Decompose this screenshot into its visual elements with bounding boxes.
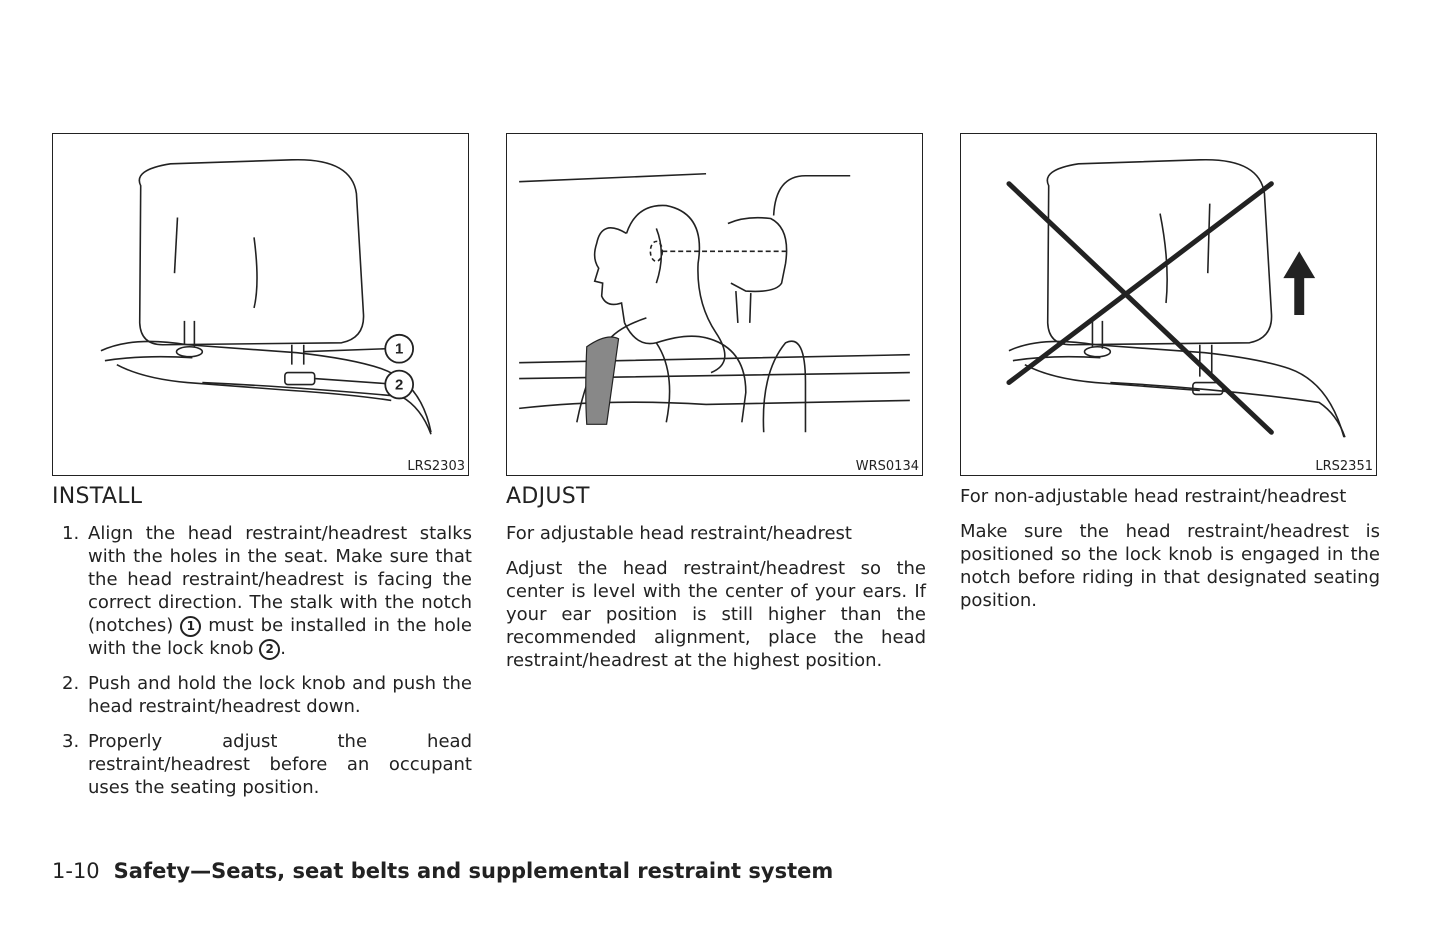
callout-1-icon: 1 (180, 616, 201, 637)
adjust-figure (506, 133, 923, 476)
non-adjustable-subheading: For non-adjustable head restraint/headrest (960, 486, 1347, 507)
non-adjustable-figure (960, 133, 1377, 476)
step-number: 3. (62, 731, 80, 752)
figure-code: LRS2303 (407, 459, 465, 474)
step-text: Push and hold the lock knob and push the head restraint/headrest down. (88, 673, 472, 717)
adjust-subheading: For adjustable head restraint/headrest (506, 523, 852, 544)
install-steps (52, 522, 472, 799)
step-text: . (280, 638, 286, 659)
page-number: 1-10 (52, 859, 100, 883)
callout-1-label: 1 (395, 341, 404, 358)
adjust-heading: ADJUST (506, 484, 590, 509)
install-figure (52, 133, 469, 476)
occupant-headrest-illustration (507, 134, 922, 475)
install-section (52, 485, 472, 811)
callout-2-icon: 2 (259, 639, 280, 660)
install-heading: INSTALL (52, 484, 143, 509)
list-item (52, 672, 472, 718)
callout-2-label: 2 (395, 377, 404, 394)
list-item (52, 730, 472, 799)
headrest-install-illustration (53, 134, 468, 475)
non-adjustable-body: Make sure the head restraint/headrest is positioned so the lock knob is engaged in the notch before riding in that designated seating position. (960, 521, 1380, 611)
adjust-section (506, 485, 926, 672)
page-footer (52, 859, 833, 883)
non-adjustable-section (960, 485, 1380, 612)
step-text: Align the head restraint/headrest stalks with the holes in the seat. Make sure that the head restraint/headrest is facing the correct direction. The stalk with the notch (notches) (88, 523, 472, 636)
headrest-incorrect-illustration (961, 134, 1376, 475)
figure-code: WRS0134 (855, 459, 919, 474)
step-text: Properly adjust the head restraint/headrest before an occupant uses the seating position. (88, 731, 472, 798)
up-arrow-icon (1283, 251, 1315, 315)
section-title: Safety—Seats, seat belts and supplemental restraint system (113, 859, 834, 883)
adjust-body: Adjust the head restraint/headrest so the center is level with the center of your ears. If your ear position is still higher than the recommended alignment, place the head restraint/headrest at the highest position. (506, 558, 926, 671)
step-number: 2. (62, 673, 80, 694)
figure-code: LRS2351 (1315, 459, 1373, 474)
list-item (52, 522, 472, 660)
step-number: 1. (62, 523, 80, 544)
step-text: must be installed in the hole with the lock knob (88, 615, 472, 659)
